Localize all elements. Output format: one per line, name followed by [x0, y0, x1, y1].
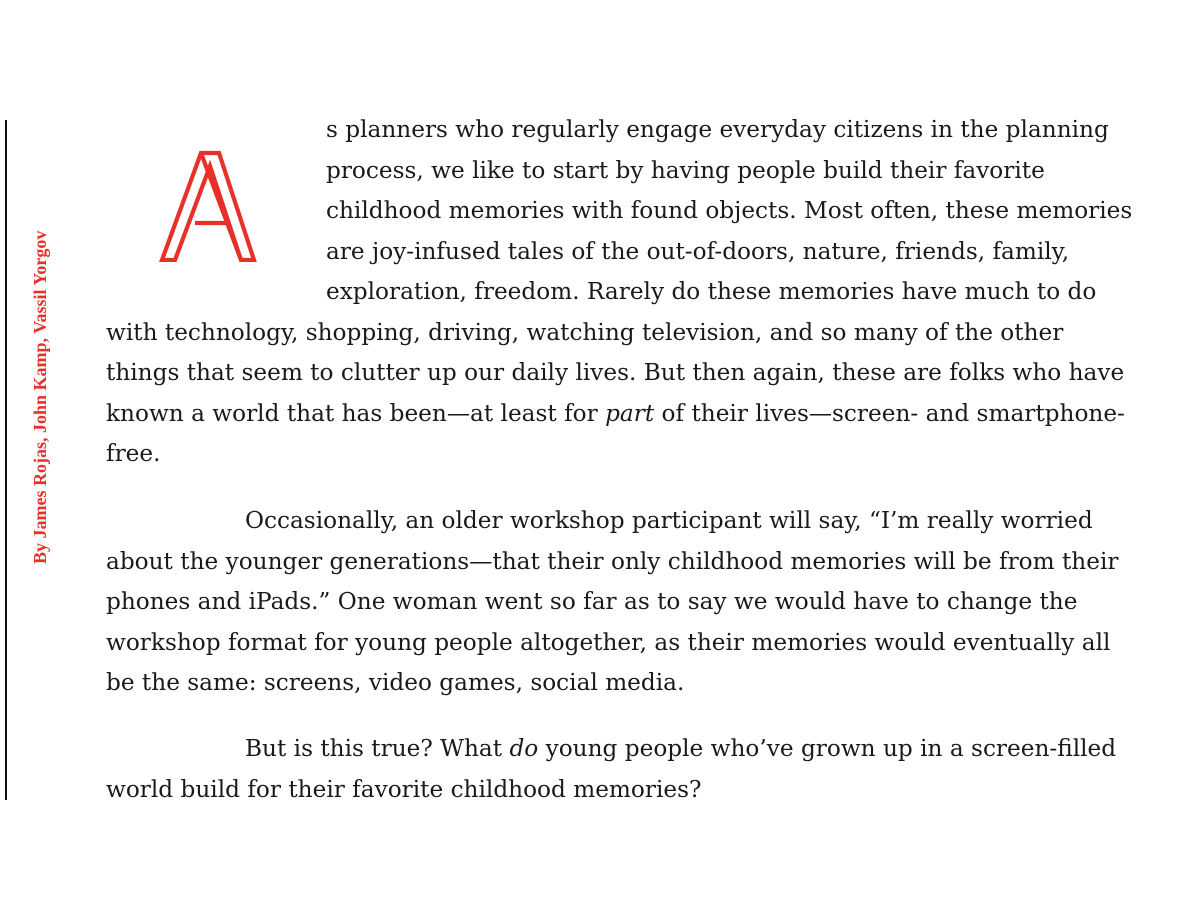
text-line: But is this true? What do young people who’ve grown up in a screen-filled [245, 735, 1117, 762]
text-line: Occasionally, an older workshop participant will say, “I’m really worried [245, 507, 1093, 534]
text-line: process, we like to start by having people build their favorite [326, 156, 1045, 184]
byline: By James Rojas, John Kamp, Vassil Yorgov [30, 230, 50, 564]
text-line: childhood memories with found objects. Most often, these memories [326, 197, 1133, 224]
paragraph-3 [106, 729, 1116, 810]
paragraph-2 [106, 501, 1118, 704]
emphasis: do [509, 735, 539, 762]
text-line: exploration, freedom. Rarely do these memories have much to do [326, 278, 1097, 305]
text-line: with technology, shopping, driving, watching television, and so many of the other [106, 318, 1064, 346]
emphasis: part [605, 399, 655, 427]
text-line: world build for their favorite childhood memories? [106, 775, 702, 803]
text-line: phones and iPads.” One woman went so far as to say we would have to change the [106, 588, 1078, 615]
text-line: about the younger generations—that their only childhood memories will be from their [106, 547, 1119, 575]
text-line: workshop format for young people altogether, as their memories would eventually all [106, 628, 1111, 656]
text-line: free. [106, 440, 161, 467]
text-line: things that seem to clutter up our daily lives. But then again, these are folks who have [106, 359, 1125, 386]
paragraph-1 [106, 110, 1132, 475]
text-line: s planners who regularly engage everyday citizens in the planning [326, 116, 1109, 143]
text-line: are joy-infused tales of the out-of-doors, nature, friends, family, [326, 237, 1070, 265]
vertical-rule [5, 120, 7, 800]
text-line: be the same: screens, video games, social media. [106, 669, 685, 696]
text-line: known a world that has been—at least for part of their lives—screen- and smartphone- [106, 399, 1125, 427]
